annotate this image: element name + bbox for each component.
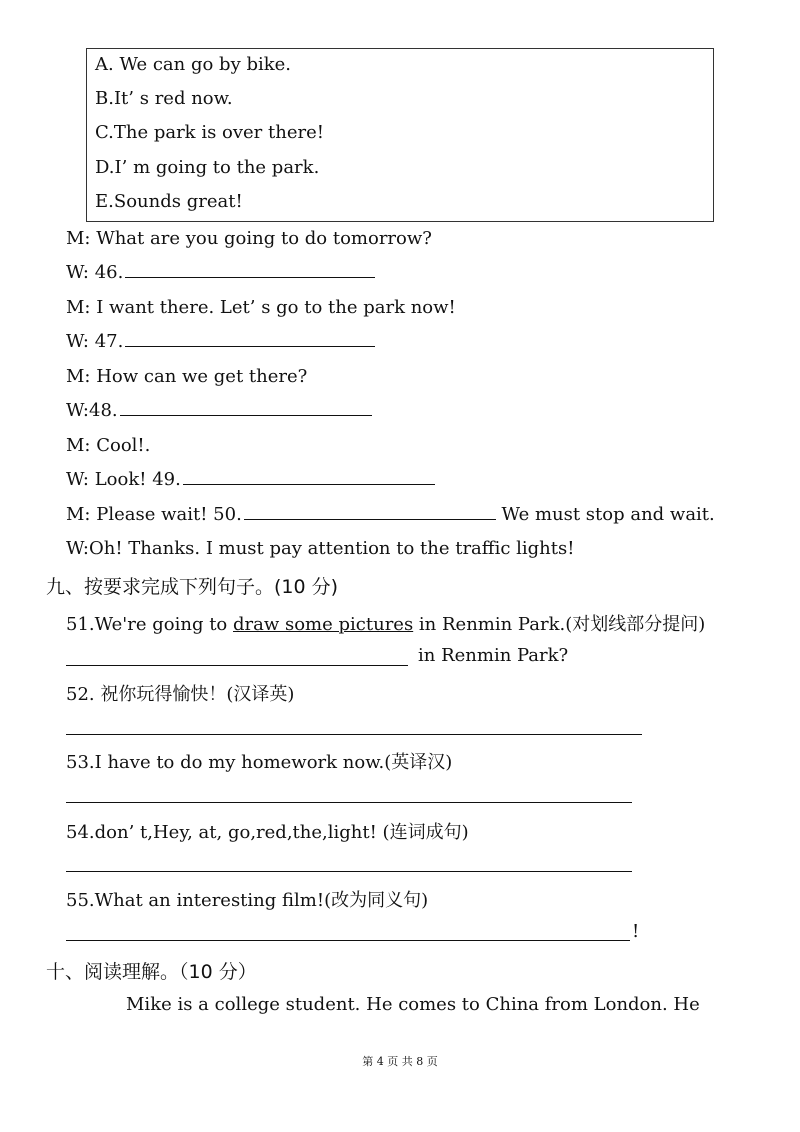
option-e: E.Sounds great! bbox=[95, 191, 243, 212]
dialogue-line-1: M: What are you going to do tomorrow? bbox=[66, 228, 432, 249]
dialogue-q47-label: W: 47. bbox=[66, 331, 124, 352]
dialogue-q48-label: W:48. bbox=[66, 400, 118, 421]
answer-blank-48[interactable] bbox=[120, 414, 372, 416]
dialogue-q50-label: M: Please wait! 50. bbox=[66, 504, 242, 525]
dialogue-line-3: M: I want there. Let’ s go to the park now! bbox=[66, 297, 456, 318]
answer-line-53[interactable] bbox=[66, 802, 632, 803]
q55-end-mark: ! bbox=[632, 921, 640, 942]
question-52: 52. 祝你玩得愉快！(汉译英) bbox=[66, 684, 295, 705]
dialogue-line-7: M: Cool!. bbox=[66, 435, 151, 456]
dialogue-line-2 bbox=[66, 262, 375, 283]
option-c: C.The park is over there! bbox=[95, 122, 324, 143]
options-box bbox=[86, 48, 714, 222]
q51-prefix: 51.We're going to bbox=[66, 614, 228, 635]
dialogue-line-10: W:Oh! Thanks. I must pay attention to the traffic lights! bbox=[66, 538, 575, 559]
answer-line-51[interactable] bbox=[66, 665, 408, 666]
section-9-heading: 九、按要求完成下列句子。(10 分) bbox=[46, 576, 339, 598]
answer-blank-50[interactable] bbox=[244, 518, 496, 520]
option-b: B.It’ s red now. bbox=[95, 88, 233, 109]
option-a: A. We can go by bike. bbox=[95, 54, 292, 75]
answer-line-52[interactable] bbox=[66, 734, 642, 735]
answer-line-55[interactable] bbox=[66, 940, 630, 941]
page-footer: 第 4 页 共 8 页 bbox=[362, 1055, 438, 1068]
question-55: 55.What an interesting film!(改为同义句) bbox=[66, 890, 429, 911]
question-51 bbox=[66, 610, 705, 636]
section-10-heading: 十、阅读理解。（10 分） bbox=[46, 961, 257, 983]
q51-underlined-part: draw some pictures bbox=[233, 614, 414, 635]
answer-blank-47[interactable] bbox=[125, 345, 375, 347]
dialogue-q49-label: W: Look! 49. bbox=[66, 469, 181, 490]
dialogue-q50-suffix: We must stop and wait. bbox=[501, 504, 715, 525]
answer-line-54[interactable] bbox=[66, 871, 632, 872]
answer-blank-46[interactable] bbox=[125, 276, 375, 278]
q51-answer-suffix: in Renmin Park? bbox=[418, 645, 569, 666]
dialogue-line-6 bbox=[66, 400, 372, 421]
dialogue-line-5: M: How can we get there? bbox=[66, 366, 308, 387]
question-53: 53.I have to do my homework now.(英译汉) bbox=[66, 752, 453, 773]
question-54: 54.don’ t,Hey, at, go,red,the,light! (连词成句) bbox=[66, 822, 469, 843]
dialogue-line-4 bbox=[66, 331, 375, 352]
reading-passage: Mike is a college student. He comes to China from London. He bbox=[126, 994, 700, 1015]
dialogue-line-8 bbox=[66, 469, 435, 490]
dialogue-line-9 bbox=[66, 504, 715, 525]
q51-suffix: in Renmin Park.(对划线部分提问) bbox=[418, 614, 706, 635]
dialogue-q46-label: W: 46. bbox=[66, 262, 124, 283]
answer-blank-49[interactable] bbox=[183, 483, 435, 485]
option-d: D.I’ m going to the park. bbox=[95, 157, 320, 178]
